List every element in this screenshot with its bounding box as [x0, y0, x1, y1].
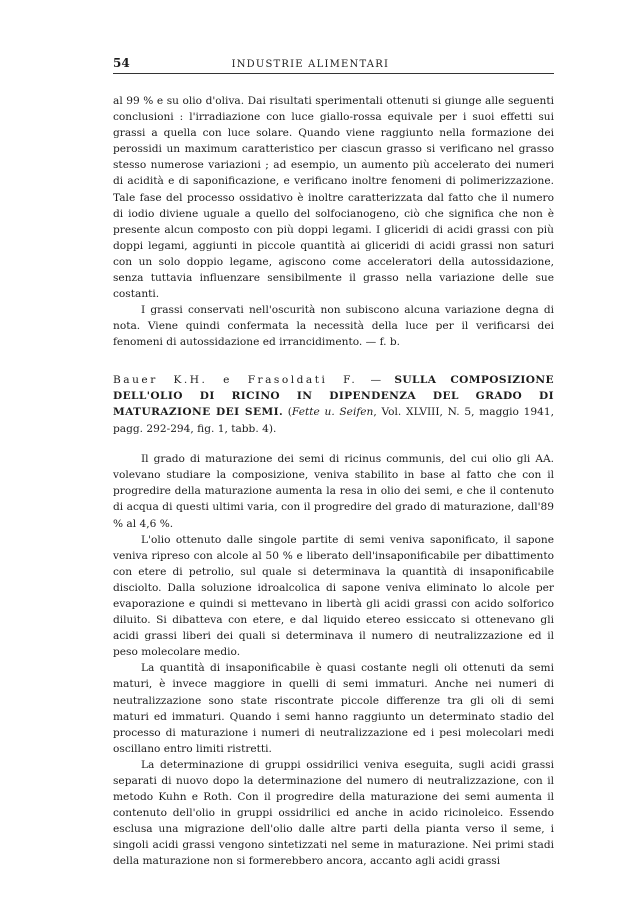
- paragraph: L'olio ottenuto dalle singole partite di semi veniva saponificato, il sapone veniva ripreso con alcole al 50 % e liberato dell'insaponificabile per dibattimento con etere di petrolio, sul quale si determinava la quantità di insaponificabile disciolto. Dalla soluzione idroalcolica di sapone veniva eliminato lo alcole per evaporazione e quindi si mettevano in libertà gli acidi grassi con acido solforico diluito. Si dibatteva con etere, e dal liquido etereo essiccato si ottenevano gli acidi grassi liberi dei quali si determinava il numero di neutralizzazione ed il peso molecolare medio.: [113, 533, 554, 659]
- article-authors: Bauer K.H. e Frasoldati F.: [113, 373, 358, 386]
- paragraph: I grassi conservati nell'oscurità non subiscono alcuna variazione degna di nota. Viene quindi confermata la necessità della luce per il verificarsi dei fenomeni di autossidazione ed irrancidimento. — f. b.: [113, 304, 554, 349]
- page: [113, 56, 554, 870]
- paragraph: al 99 % e su olio d'oliva. Dai risultati sperimentali ottenuti si giunge alle seguenti conclusioni : l'irradiazione con luce giallo-rossa equivale per i suoi effetti sui grassi a quella con luce solare. Quando viene raggiunto nella formazione dei perossidi un maximum caratteristico per ciascun grasso si verificano nel grasso stesso numerose variazioni ; ad esempio, un aumento più accelerato dei numeri di acidità e di saponificazione, e verificano inoltre fenomeni di polimerizzazione. Tale fase del processo ossidativo è inoltre caratterizzata dal fatto che il numero di iodio diviene uguale a quello del solfocianogeno, ciò che significa che non è presente alcun composto con più doppi legami. I gliceridi di acidi grassi con più doppi legami, aggiunti in piccole quantità ai gliceridi di acidi grassi non saturi con un solo doppio legame, agiscono come acceleratori della autossidazione, senza tuttavia influenzare sensibilmente il grasso nella variazione delle sue costanti.: [113, 95, 554, 301]
- running-header: [113, 56, 554, 74]
- paragraph: Il grado di maturazione dei semi di ricinus communis, del cui olio gli AA. volevano studiare la composizione, veniva stabilito in base al fatto che con il progredire della maturazione aumenta la resa in olio dei semi, e che il contenuto di acqua di questi ultimi varia, con il progredire del grado di maturazione, dall'89 % al 4,6 %.: [113, 453, 554, 530]
- article-source: (Fette u. Seifen, Vol. XLVIII, N. 5, maggio 1941, pagg. 292-294, fig. 1, tabb. 4).: [113, 406, 554, 435]
- article-citation: , Vol. XLVIII, N. 5, maggio 1941, pagg. 292-294, fig. 1, tabb. 4).: [113, 406, 554, 435]
- paragraph: La quantità di insaponificabile è quasi costante negli oli ottenuti da semi maturi, è invece maggiore in quelli di semi immaturi. Anche nei numeri di neutralizzazione sono state riscontrate piccole differenze tra gli oli di semi maturi ed immaturi. Quando i semi hanno raggiunto un determinato stadio del processo di maturazione i numeri di neutralizzazione ed i pesi molecolari medi oscillano entro limiti ristretti.: [113, 662, 554, 755]
- journal-name: Fette u. Seifen: [291, 406, 374, 419]
- paragraph: La determinazione di gruppi ossidrilici veniva eseguita, sugli acidi grassi separati di nuovo dopo la determinazione del numero di neutralizzazione, con il metodo Kuhn e Roth. Con il progredire della maturazione dei semi aumenta il contenuto dell'olio in gruppi ossidrilici ed anche in acido ricinoleico. Essendo esclusa una migrazione dell'olio dalle altre parti della pianta verso il seme, i singoli acidi grassi vengono sintetizzati nel seme in maturazione. Nei primi stadi della maturazione non si formerebbero ancora, accanto agli acidi grassi: [113, 758, 554, 868]
- heading-dash: —: [370, 373, 382, 386]
- page-number: 54: [113, 56, 130, 70]
- page-body: [113, 93, 554, 870]
- article-heading: [113, 372, 554, 438]
- article-title: SULLA COMPOSIZIONE DELL'OLIO DI RICINO IN DIPENDENZA DEL GRADO DI MATURAZIONE DEI SEMI.: [113, 373, 554, 419]
- running-title: INDUSTRIE ALIMENTARI: [231, 59, 390, 70]
